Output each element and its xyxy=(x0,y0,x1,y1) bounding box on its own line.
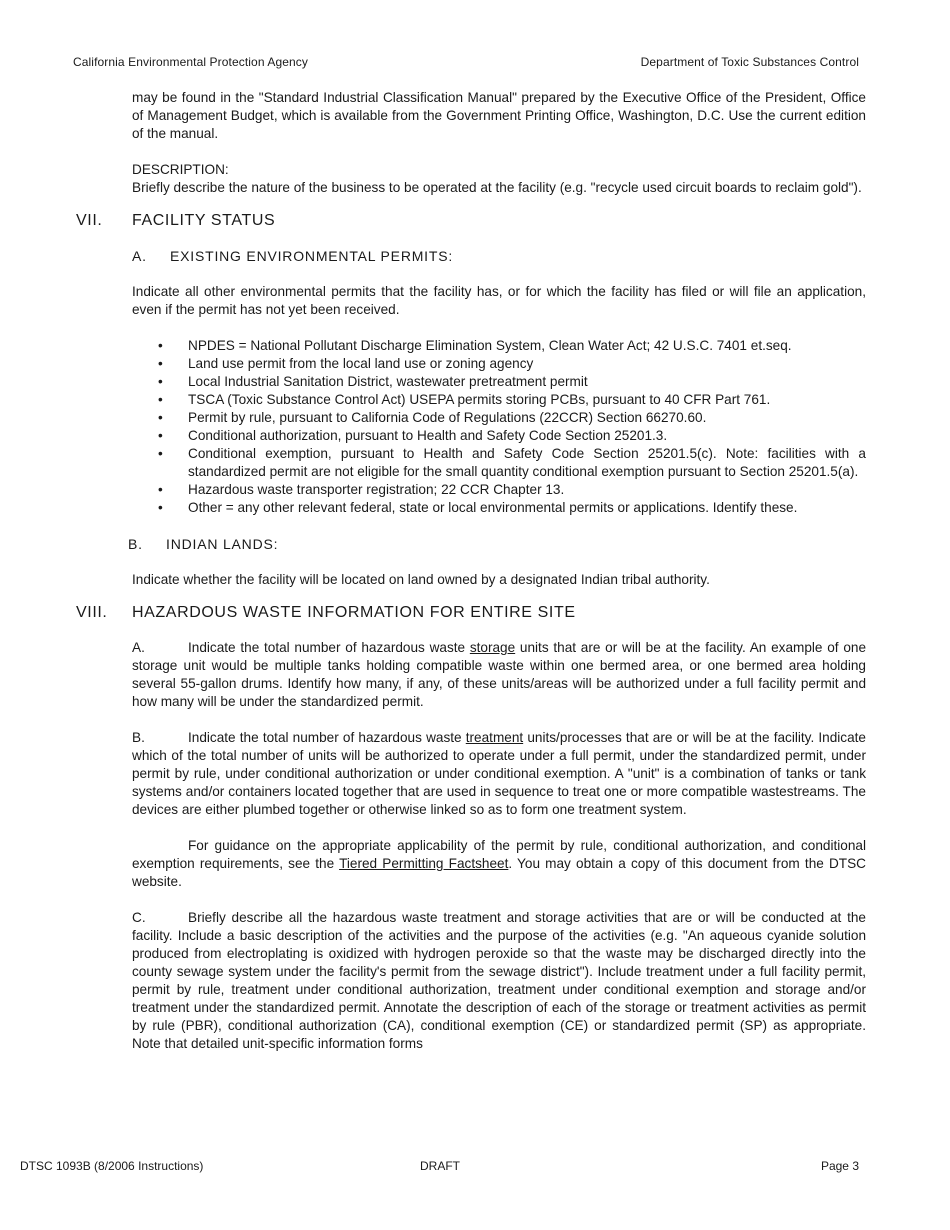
section-8c-text: Briefly describe all the hazardous waste treatment and storage activities that are or will be conducted at the facility. Include a basic description of the activities and the purpose of the activities (e.g. "An aqueous cyanide solution produced from electroplating is oxidized with hydrogen peroxide so that the waste may be discharged directly into the county sewage system under the facility's permit from the sewage district"). Include treatment under a full facility permit, permit by rule, treatment under conditional authorization, treatment under conditional exemption and storage and/or treatment under the standardized permit. Annotate the description of each of the storage or treatment activities as permit by rule (PBR), conditional authorization (CA), conditional exemption (CE) or standardized permit (SP) as appropriate. Note that detailed unit-specific information forms xyxy=(132,910,866,1051)
section-8-number: VIII. xyxy=(76,604,108,621)
section-8-title: HAZARDOUS WASTE INFORMATION FOR ENTIRE SITE xyxy=(132,604,576,621)
section-8b-text-start: Indicate the total number of hazardous waste xyxy=(188,730,466,745)
list-item-text: Conditional exemption, pursuant to Health and Safety Code Section 25201.5(c). Note: facilities with a standardized permit are not eligible for the small quantity conditional exemption pursuant to Section 25201.5(a). xyxy=(188,446,866,479)
list-item-text: NPDES = National Pollutant Discharge Elimination System, Clean Water Act; 42 U.S.C. 7401 et.seq. xyxy=(188,338,792,353)
bullet-icon: • xyxy=(158,392,163,407)
bullet-icon: • xyxy=(158,446,163,461)
section-8b-text-end: units/processes that are or will be at the facility. Indicate which of the total number of units will be authorized to operate under a full permit, under the standardized permit, under permit by rule, under conditional authorization or under conditional exemption. A "unit" is a combination of tanks or tank systems and/or containers located together that are used in sequence to treat one or more compatible wastestreams. The devices are either plumbed together or otherwise linked so as to form one treatment system. xyxy=(132,730,866,817)
footer-form-id: DTSC 1093B (8/2006 Instructions) xyxy=(20,1159,204,1173)
description-label: DESCRIPTION: xyxy=(132,162,229,177)
footer-page-number: Page 3 xyxy=(820,1159,859,1173)
bullet-icon: • xyxy=(158,374,163,389)
list-item-text: Hazardous waste transporter registration; 22 CCR Chapter 13. xyxy=(188,482,565,497)
list-item xyxy=(132,355,866,373)
section-7b-title: INDIAN LANDS: xyxy=(166,536,279,552)
section-7a-letter: A. xyxy=(132,248,147,264)
guidance-paragraph xyxy=(132,837,866,891)
list-item xyxy=(132,373,866,391)
treatment-underline: treatment xyxy=(465,730,524,745)
section-8a-letter: A. xyxy=(132,640,145,655)
bullet-icon: • xyxy=(158,428,163,443)
section-7a-heading xyxy=(132,247,866,265)
header-department: Department of Toxic Substances Control xyxy=(640,55,859,69)
list-item xyxy=(132,427,866,445)
list-item-text: Permit by rule, pursuant to California Code of Regulations (22CCR) Section 66270.60. xyxy=(188,410,707,425)
list-item xyxy=(132,391,866,409)
list-item-text: Conditional authorization, pursuant to Health and Safety Code Section 25201.3. xyxy=(188,428,668,443)
section-8c-letter: C. xyxy=(132,910,146,925)
list-item xyxy=(132,409,866,427)
section-8b-paragraph xyxy=(132,729,866,819)
guidance-text-start: For guidance on the appropriate applicability of the permit by rule, conditional authorization, and conditional exemption requirements, see the xyxy=(132,838,866,871)
section-7a-text: Indicate all other environmental permits that the facility has, or for which the facility has filed or will file an application, even if the permit has not yet been received. xyxy=(132,284,866,317)
section-8b-letter: B. xyxy=(132,730,145,745)
section-8c-paragraph xyxy=(132,909,866,1053)
bullet-icon: • xyxy=(158,410,163,425)
list-item-text: Local Industrial Sanitation District, wastewater pretreatment permit xyxy=(188,374,588,389)
list-item xyxy=(132,337,866,355)
list-item xyxy=(132,445,866,481)
document-body xyxy=(76,89,866,1053)
section-8-heading xyxy=(76,603,866,623)
list-item xyxy=(132,499,866,517)
section-7a-title: EXISTING ENVIRONMENTAL PERMITS: xyxy=(170,248,454,264)
sic-paragraph: may be found in the "Standard Industrial Classification Manual" prepared by the Executive Office of the President, Office of Management Budget, which is available from the Government Printing Office, Washington, D.C. Use the current edition of the manual. xyxy=(132,90,866,141)
section-8a-text-end: units that are or will be at the facility. An example of one storage unit would be multiple tanks holding compatible waste within one bermed area, or one bermed area holding several 55-gallon drums. Identify how many, if any, of these units/areas will be authorized under a full facility permit and how many will be under the standardized permit. xyxy=(132,640,866,709)
list-item-text: Land use permit from the local land use or zoning agency xyxy=(188,356,534,371)
storage-underline: storage xyxy=(469,640,516,655)
section-7b-letter: B. xyxy=(128,536,143,552)
bullet-icon: • xyxy=(158,356,163,371)
section-8a-paragraph xyxy=(132,639,866,711)
list-item xyxy=(132,481,866,499)
description-text: Briefly describe the nature of the business to be operated at the facility (e.g. "recycle used circuit boards to reclaim gold"). xyxy=(132,180,862,195)
tiered-permitting-factsheet-link[interactable]: Tiered Permitting Factsheet xyxy=(339,856,509,871)
section-8a-text-start: Indicate the total number of hazardous waste xyxy=(188,640,470,655)
guidance-text-end: . You may obtain a copy of this document from the DTSC website. xyxy=(132,856,866,889)
section-7-heading xyxy=(76,211,866,231)
bullet-icon: • xyxy=(158,338,163,353)
bullet-icon: • xyxy=(158,500,163,515)
section-7b-text: Indicate whether the facility will be located on land owned by a designated Indian tribal authority. xyxy=(132,572,710,587)
list-item-text: Other = any other relevant federal, state or local environmental permits or applications. Identify these. xyxy=(188,500,798,515)
header-agency: California Environmental Protection Agency xyxy=(73,55,308,69)
footer-draft: DRAFT xyxy=(420,1159,460,1173)
section-7-title: FACILITY STATUS xyxy=(132,212,276,229)
bullet-icon: • xyxy=(158,482,163,497)
section-7-number: VII. xyxy=(76,212,103,229)
section-7b-heading xyxy=(128,535,866,553)
list-item-text: TSCA (Toxic Substance Control Act) USEPA permits storing PCBs, pursuant to 40 CFR Part 761. xyxy=(188,392,771,407)
permit-list xyxy=(132,337,866,517)
